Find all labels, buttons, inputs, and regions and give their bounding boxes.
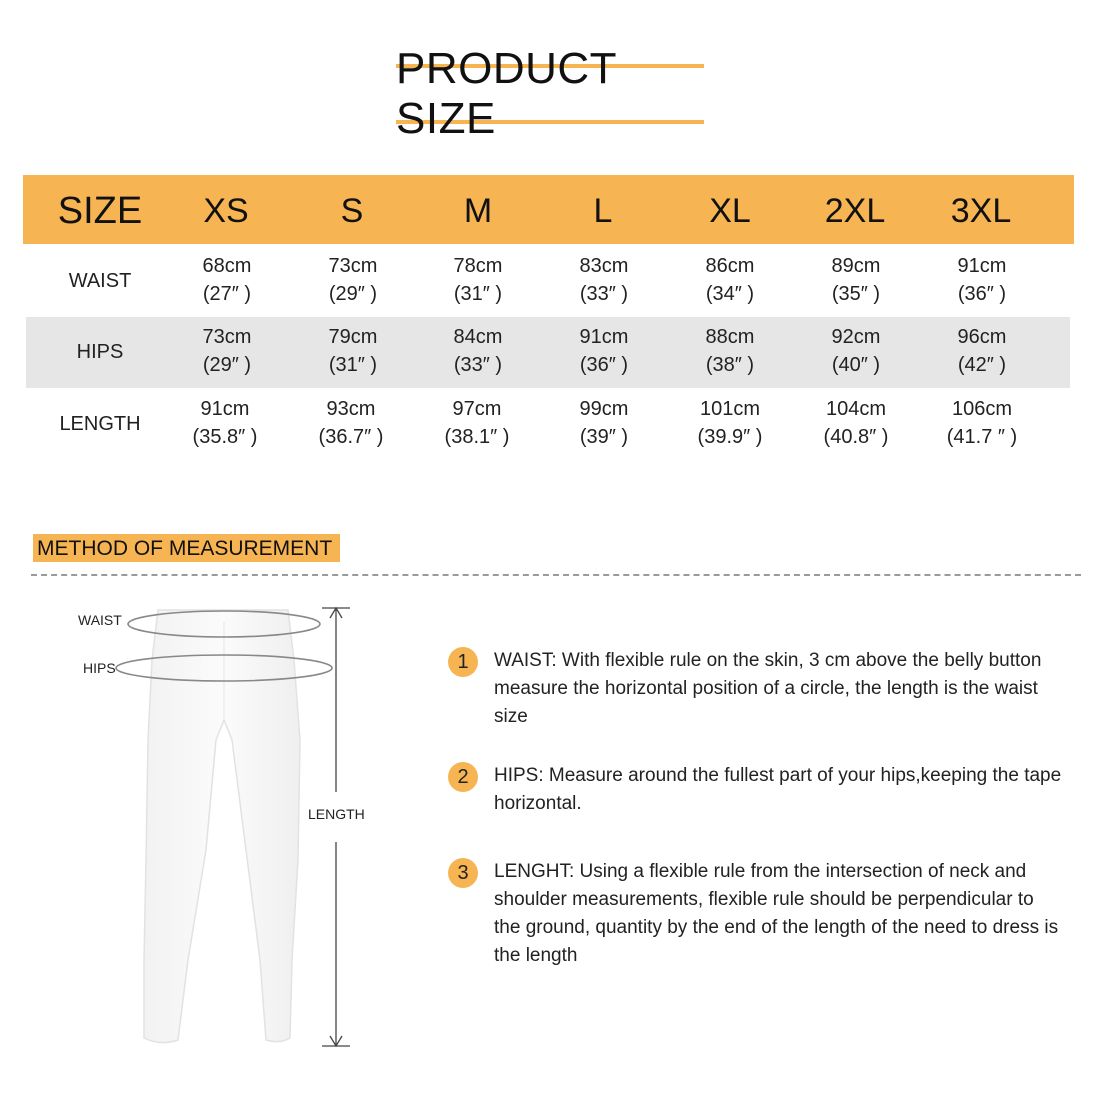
section-divider (31, 574, 1081, 576)
step-number-badge: 1 (448, 647, 478, 677)
table-cell: 91cm (35.8″ ) (192, 398, 258, 448)
table-cell: 104cm (40.8″ ) (823, 398, 889, 448)
table-cell: 101cm (39.9″ ) (697, 398, 763, 448)
page-title: PRODUCT SIZE (396, 44, 617, 143)
size-header-s: S (340, 192, 364, 230)
page-title-frame (396, 44, 704, 143)
table-cell: 83cm (33″ ) (579, 255, 629, 305)
row-label-waist: WAIST (68, 270, 132, 292)
table-row-hips (26, 317, 1070, 388)
size-table-header (23, 175, 1074, 244)
size-header-3xl: 3XL (950, 192, 1012, 230)
size-header-l: L (593, 192, 613, 230)
table-cell: 99cm (39″ ) (579, 398, 629, 448)
table-cell: 79cm (31″ ) (328, 326, 378, 376)
figure-label-length: LENGTH (308, 806, 365, 822)
table-row-length (26, 389, 1070, 460)
table-cell: 73cm (29″ ) (202, 326, 252, 376)
step-text: HIPS: Measure around the fullest part of your hips,keeping the tape horizontal. (494, 765, 1062, 814)
row-label-hips: HIPS (76, 341, 124, 363)
leggings-diagram (60, 600, 400, 1060)
table-cell: 78cm (31″ ) (453, 255, 503, 305)
table-cell: 86cm (34″ ) (705, 255, 755, 305)
table-cell: 97cm (38.1″ ) (444, 398, 510, 448)
table-cell: 88cm (38″ ) (705, 326, 755, 376)
method-heading: METHOD OF MEASUREMENT (33, 534, 340, 562)
table-cell: 106cm (41.7 ″ ) (946, 398, 1018, 448)
size-header-2xl: 2XL (824, 192, 886, 230)
table-cell: 91cm (36″ ) (957, 255, 1007, 305)
step-text: WAIST: With flexible rule on the skin, 3 cm above the belly button measure the horizontal position of a circle, the length is the waist size (494, 650, 1042, 727)
table-cell: 96cm (42″ ) (957, 326, 1007, 376)
size-header-m: M (463, 192, 493, 230)
table-cell: 73cm (29″ ) (328, 255, 378, 305)
table-cell: 92cm (40″ ) (831, 326, 881, 376)
step-number-badge: 2 (448, 762, 478, 792)
table-cell: 93cm (36.7″ ) (318, 398, 384, 448)
table-cell: 89cm (35″ ) (831, 255, 881, 305)
figure-label-waist: WAIST (78, 612, 122, 628)
step-number-badge: 3 (448, 858, 478, 888)
step-text: LENGHT: Using a flexible rule from the intersection of neck and shoulder measurements, flexible rule should be perpendicular to the ground, quantity by the end of the length of the need to dress is the length (494, 861, 1059, 966)
size-header-xs: XS (203, 192, 249, 230)
figure-label-hips: HIPS (83, 660, 116, 676)
row-label-length: LENGTH (59, 413, 141, 435)
table-cell: 68cm (27″ ) (202, 255, 252, 305)
size-header-label: SIZE (57, 190, 143, 232)
size-header-xl: XL (709, 192, 751, 230)
table-cell: 84cm (33″ ) (453, 326, 503, 376)
table-row-waist (26, 246, 1070, 317)
table-cell: 91cm (36″ ) (579, 326, 629, 376)
